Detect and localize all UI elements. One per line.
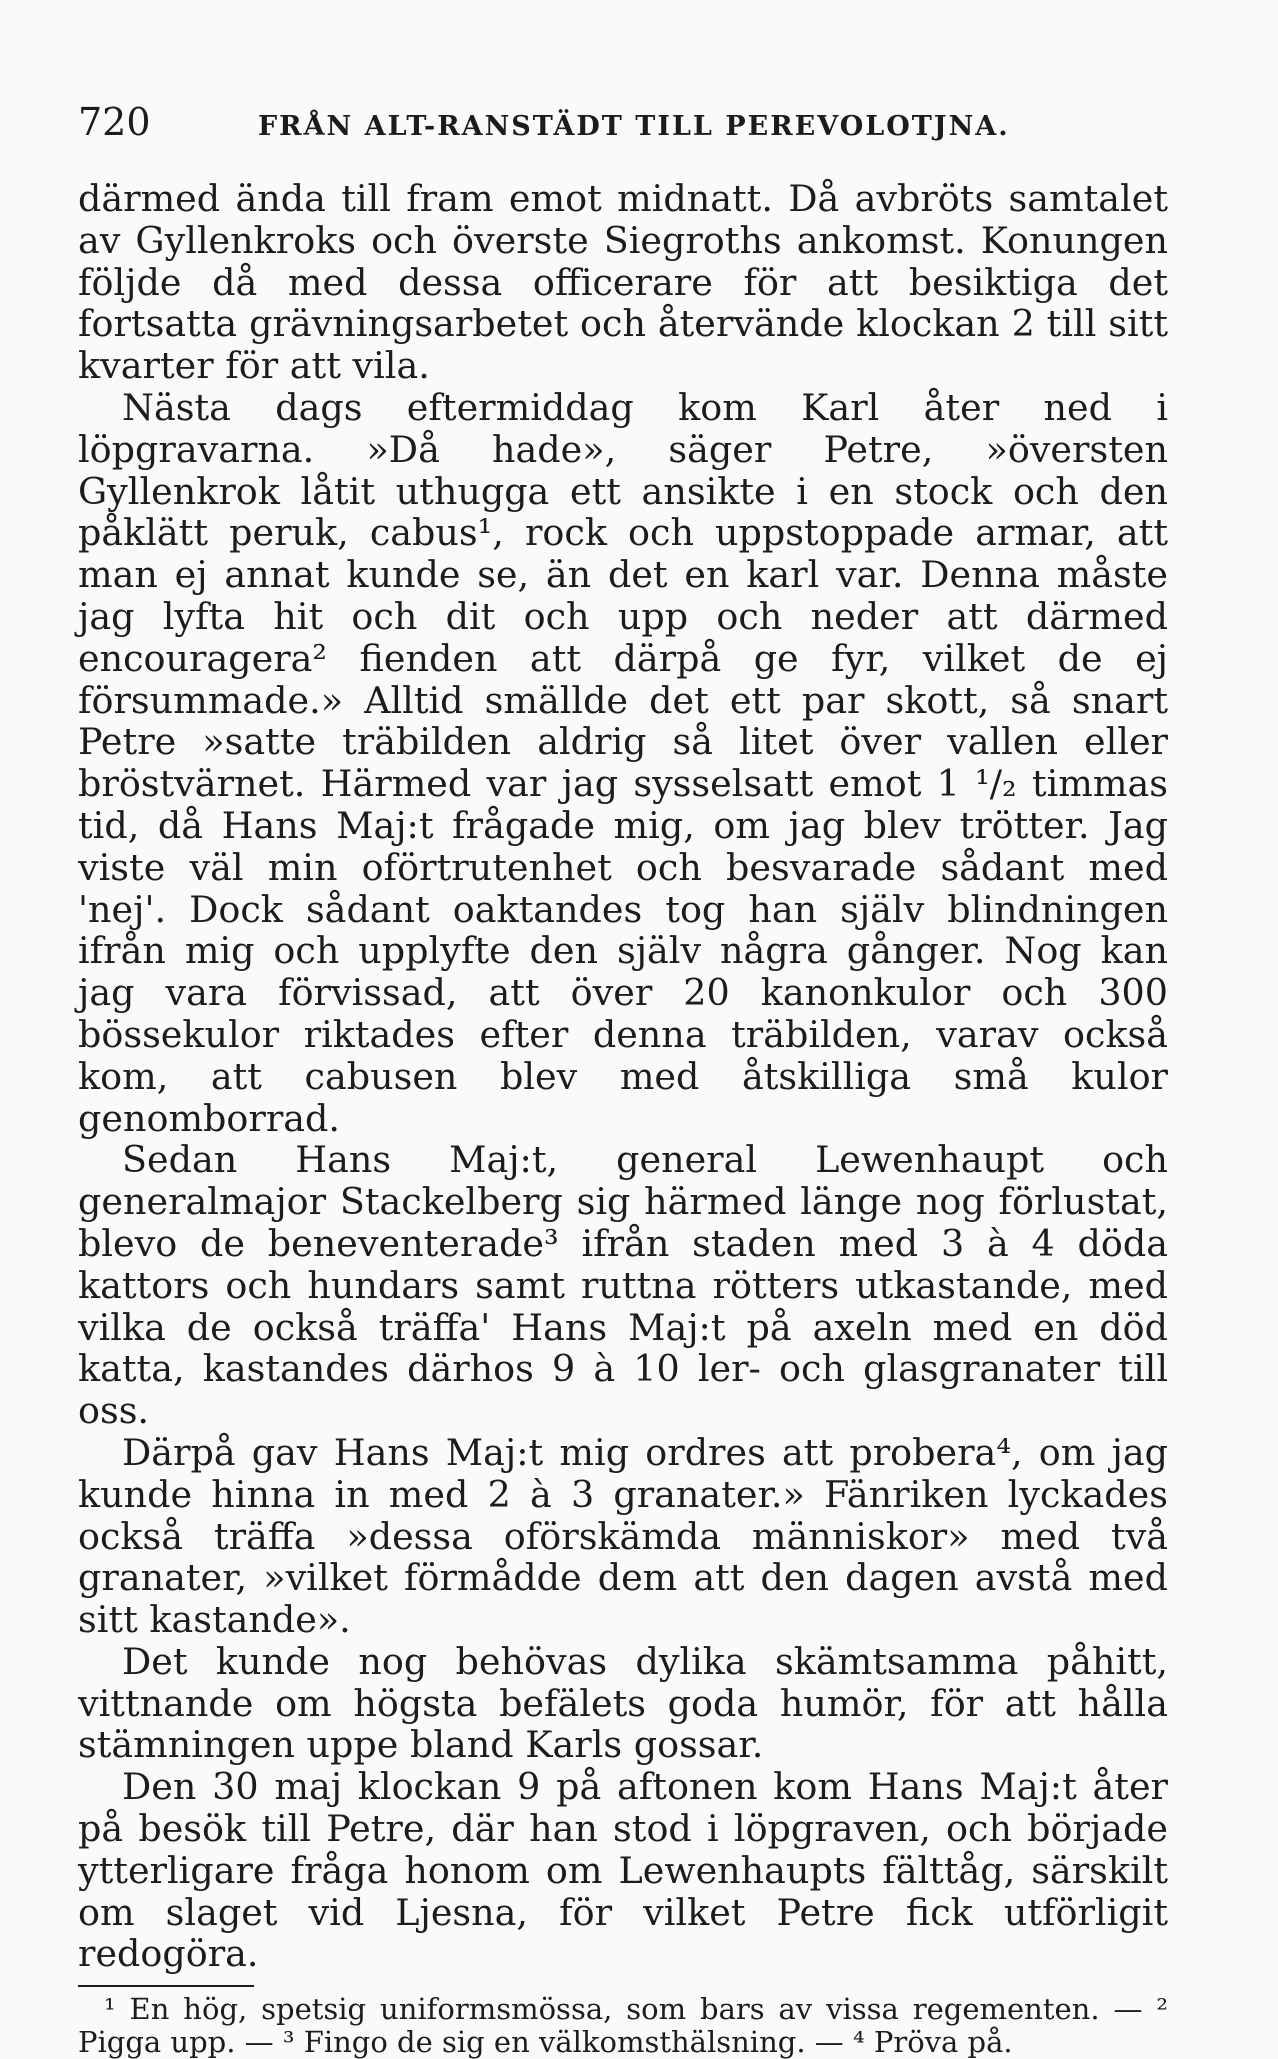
page-number: 720 [78, 100, 151, 144]
book-page [78, 100, 1168, 2059]
footnote-divider [78, 1985, 254, 1987]
paragraph: Det kunde nog behövas dylika skämtsamma påhitt, vittnande om högsta befälets goda humör, för att hålla stämningen uppe bland Karls gossar. [78, 1639, 1168, 1767]
footnotes [78, 1993, 1168, 2059]
paragraph: Den 30 maj klockan 9 på aftonen kom Hans Maj:t åter på besök till Petre, där han stod i löpgraven, och började ytterligare fråga honom om Lewenhaupts fälttåg, särskilt om slaget vid Ljesna, för vilket Petre fick utförligit redogöra. [78, 1765, 1168, 1976]
body-text [78, 178, 1168, 1975]
footnote-text: ¹ En hög, spetsig uniformsmössa, som bars av vissa regementen. — ² Pigga upp. — ³ Fingo de sig en välkomsthälsning. — ⁴ Pröva på. [78, 1992, 1168, 2059]
paragraph: Sedan Hans Maj:t, general Lewenhaupt och generalmajor Stackelberg sig härmed länge nog förlustat, blevo de beneventerade³ ifrån staden med 3 à 4 döda kattors och hundars samt ruttna rötters utkastande, med vilka de också träffa' Hans Maj:t på axeln med en död katta, kastandes därhos 9 à 10 ler- och glasgranater till oss. [78, 1138, 1168, 1433]
running-title: FRÅN ALT-RANSTÄDT TILL PEREVOLOTJNA. [258, 111, 1010, 142]
paragraph: därmed ända till fram emot midnatt. Då avbröts samtalet av Gyllenkroks och överste Siegroths ankomst. Konungen följde då med dessa officerare för att besiktiga det fortsatta grävningsarbetet och återvände klockan 2 till sitt kvarter för att vila. [78, 177, 1168, 388]
page-header [78, 100, 1168, 148]
paragraph: Nästa dags eftermiddag kom Karl åter ned i löpgravarna. »Då hade», säger Petre, »översten Gyllenkrok låtit uthugga ett ansikte i en stock och den påklätt peruk, cabus¹, rock och uppstoppade armar, att man ej annat kunde se, än det en karl var. Denna måste jag lyfta hit och dit och upp och neder att därmed encouragera² fienden att därpå ge fyr, vilket de ej försummade.» Alltid smällde det ett par skott, så snart Petre »satte träbilden aldrig så litet över vallen eller bröstvärnet. Härmed var jag sysselsatt emot 1 ¹/₂ timmas tid, då Hans Maj:t frågade mig, om jag blev trötter. Jag viste väl min oförtrutenhet och besvarade sådant med 'nej'. Dock sådant oaktandes tog han själv blindningen ifrån mig och upplyfte den själv några gånger. Nog kan jag vara förvissad, att över 20 kanonkulor och 300 bössekulor riktades efter denna träbilden, varav också kom, att cabusen blev med åtskilliga små kulor genomborrad. [78, 385, 1168, 1140]
paragraph: Därpå gav Hans Maj:t mig ordres att probera⁴, om jag kunde hinna in med 2 à 3 granater.» Fänriken lyckades också träffa »dessa oförskämda människor» med två granater, »vilket förmådde dem att den dagen avstå med sitt kastande». [78, 1430, 1168, 1642]
